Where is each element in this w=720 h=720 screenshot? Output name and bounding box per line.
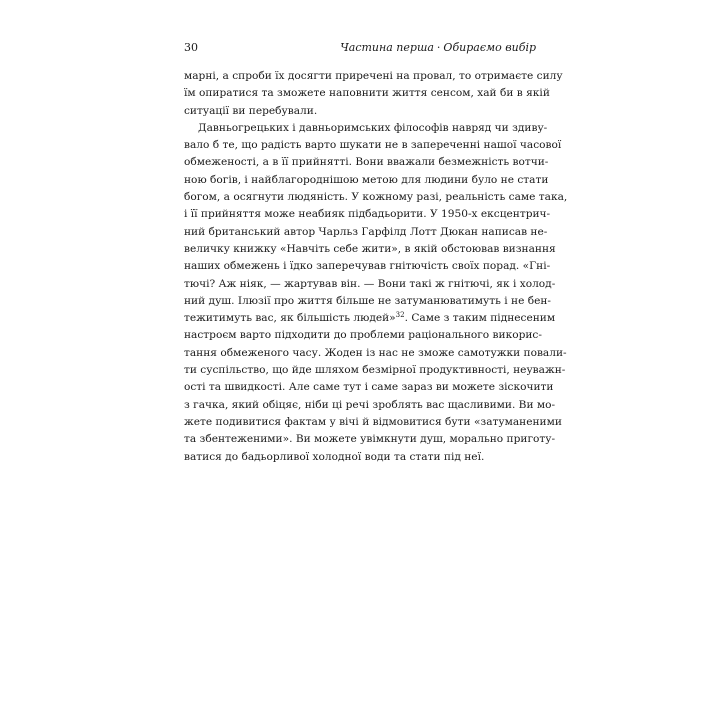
text-line: ватися до бадьорливої холодної води та стати під неї.	[184, 450, 485, 463]
text-line: ситуації ви перебували.	[184, 104, 318, 117]
text-line: величку книжку «Навчіть себе жити», в якій обстоював визнання	[184, 242, 556, 255]
text-line: їм опиратися та зможете наповнити життя сенсом, хай би в якій	[184, 87, 550, 100]
text-line: вало б те, що радість варто шукати не в запереченні нашої часової	[184, 139, 562, 152]
text-line: ості та швидкості. Але саме тут і саме зараз ви можете зіскочити	[184, 381, 554, 394]
text-fragment: . Саме з таким піднесеним	[404, 312, 556, 325]
text-line: і її прийняття може неабияк підбадьорити. У 1950-х ексцентрич-	[184, 208, 551, 221]
body-text	[184, 68, 568, 466]
text-line: ти суспільство, що йде шляхом безмірної продуктивності, неуважн-	[184, 364, 566, 377]
text-fragment: тежитимуть вас, як більшість людей»	[184, 312, 396, 325]
text-line: Давньогрецьких і давньоримських філософів навряд чи здиву-	[198, 121, 548, 134]
running-title	[340, 40, 536, 56]
footnote-ref[interactable]: 32	[395, 311, 405, 320]
text-line: та збентеженими». Ви можете увімкнути душ, морально приготу-	[184, 433, 556, 446]
text-line: марні, а спроби їх досягти приречені на провал, то отримаєте силу	[184, 70, 563, 82]
text-line: ний душ. Ілюзії про життя більше не затуманюватимуть і не бен-	[184, 294, 551, 307]
text-line-with-footnote	[184, 310, 556, 327]
page-number: 30	[184, 41, 198, 54]
header-separator: ·	[436, 41, 441, 54]
text-line: настроєм варто підходити до проблеми раціонального викорис-	[184, 329, 542, 342]
text-line: жете подивитися фактам у вічі й відмовитися бути «затуманеними	[184, 415, 562, 428]
text-line: тючі? Аж ніяк, — жартував він. — Вони такі ж гнітючі, як і холод-	[184, 277, 556, 290]
text-line: наших обмежень і їдко заперечував гнітючість своїх порад. «Гні-	[184, 260, 551, 273]
text-line: ний британський автор Чарльз Гарфілд Лотт Дюкан написав не-	[184, 225, 548, 238]
text-line: ною богів, і найблагороднішою метою для людини було не стати	[184, 173, 549, 186]
chapter-title: Обираємо вибір	[443, 41, 536, 54]
part-title: Частина перша	[340, 41, 434, 54]
text-line: обмеженості, а в її прийнятті. Вони вважали безмежність вотчи-	[184, 156, 549, 169]
text-line: тання обмеженого часу. Жоден із нас не зможе самотужки повали-	[184, 346, 567, 359]
text-line: з гачка, який обіцяє, ніби ці речі зроблять вас щасливими. Ви мо-	[184, 398, 556, 411]
text-line: богом, а осягнути людяність. У кожному разі, реальність саме така,	[184, 191, 568, 204]
running-head	[184, 40, 536, 56]
